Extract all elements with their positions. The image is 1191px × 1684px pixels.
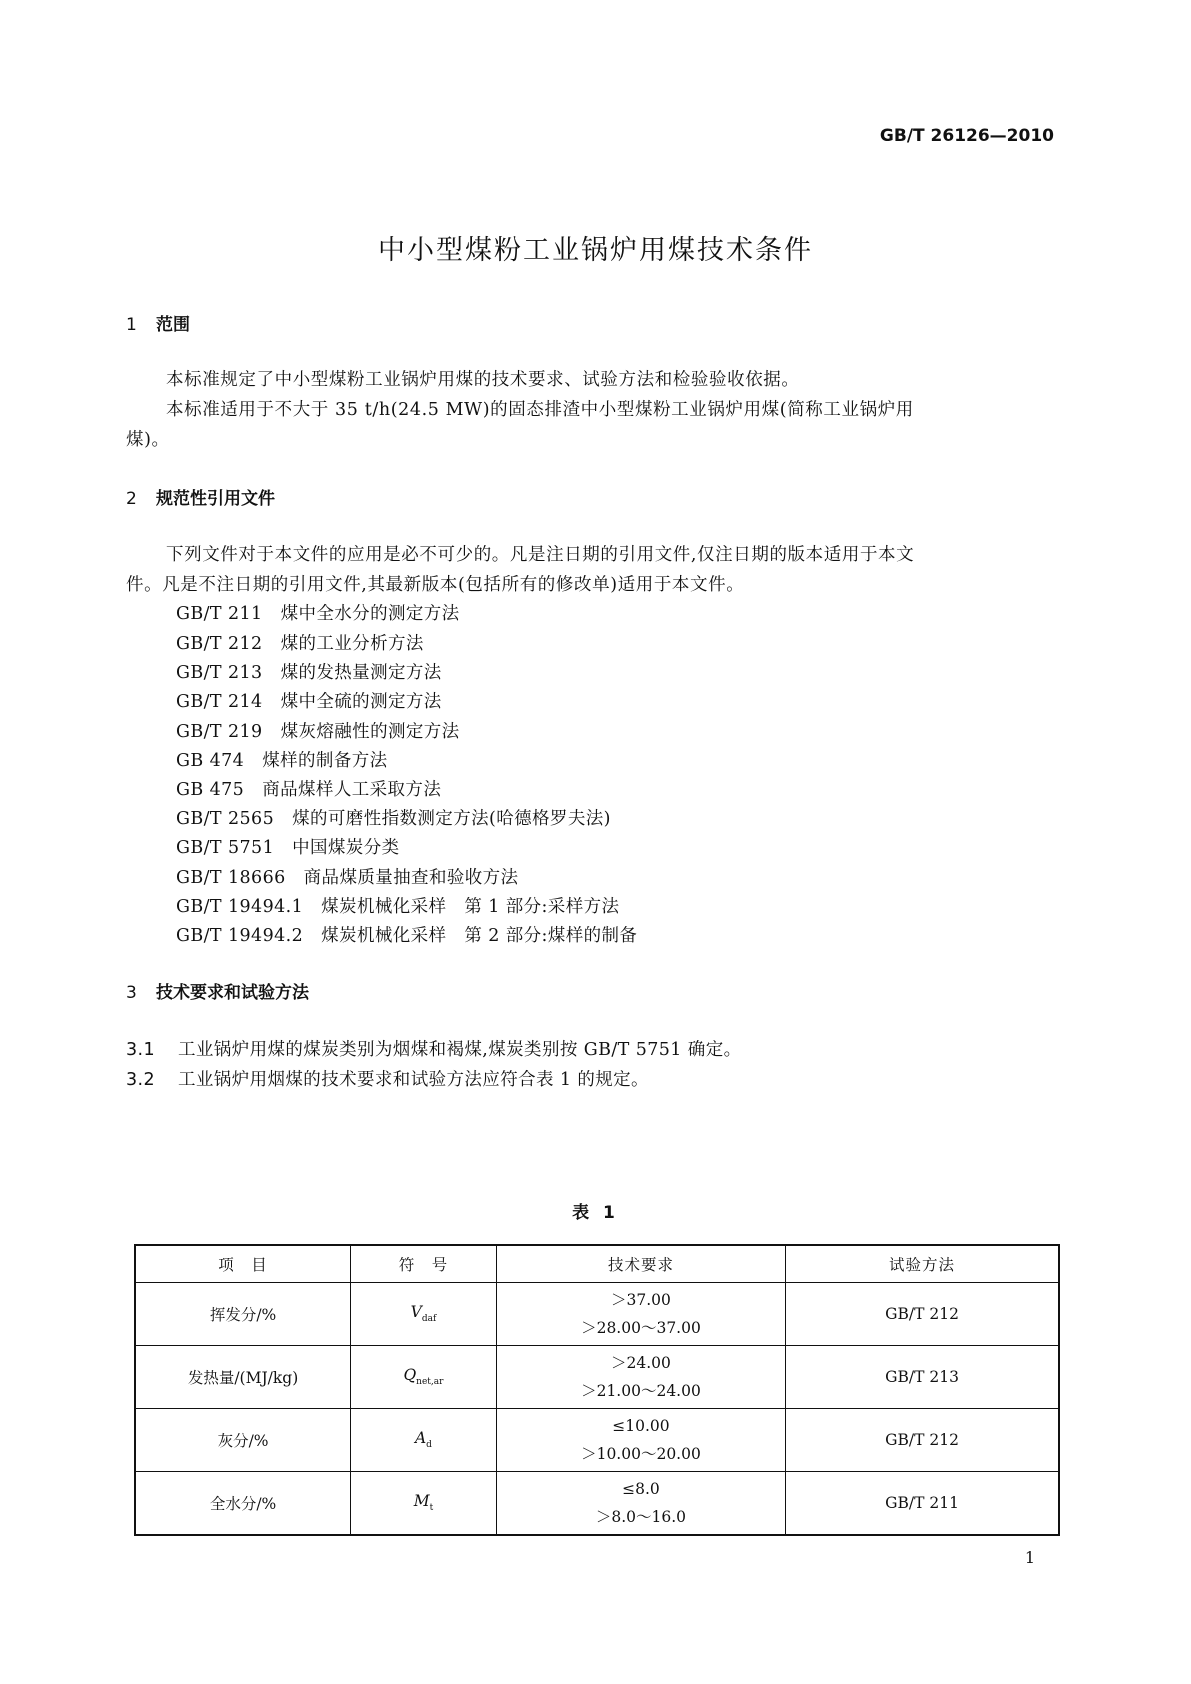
symbol: A [414,1429,427,1448]
method-cell: GB/T 212 [786,1283,1059,1346]
requirement-value: ≤8.0 [622,1480,660,1498]
reference-item [176,747,388,772]
clause-number: 3.2 [126,1070,156,1090]
requirement-value: ＞21.00～24.00 [581,1382,701,1400]
reference-title: 煤的工业分析方法 [280,634,424,654]
reference-code: GB 475 [176,780,245,800]
reference-title: 煤灰熔融性的测定方法 [280,722,460,742]
symbol-cell [351,1409,497,1472]
reference-code: GB/T 19494.2 [176,926,304,946]
section-title: 技术要求和试验方法 [156,983,309,1003]
item-cell: 发热量/(MJ/kg) [135,1346,351,1409]
requirement-value: ＞28.00～37.00 [581,1319,701,1337]
clause-3-1 [126,1036,742,1061]
reference-item [176,922,637,947]
section-title: 范围 [156,315,190,335]
document-title: 中小型煤粉工业锅炉用煤技术条件 [378,235,813,266]
table-row [135,1283,1059,1346]
reference-title: 煤中全硫的测定方法 [280,692,442,712]
reference-item [176,834,400,859]
reference-item [176,659,442,684]
symbol-cell [351,1346,497,1409]
reference-code: GB/T 214 [176,692,263,712]
symbol-subscript: d [426,1440,432,1451]
reference-title: 煤的发热量测定方法 [280,663,442,683]
item-cell: 挥发分/% [135,1283,351,1346]
section-number: 1 [126,315,137,335]
clause-text: 工业锅炉用烟煤的技术要求和试验方法应符合表 1 的规定。 [178,1070,649,1090]
column-header-method: 试验方法 [786,1245,1059,1283]
section-title: 规范性引用文件 [156,489,275,509]
symbol-subscript: t [429,1503,434,1514]
symbol: Q [403,1366,417,1385]
reference-code: GB 474 [176,751,245,771]
paragraph: 本标准适用于不大于 35 t/h(24.5 MW)的固态排渣中小型煤粉工业锅炉用煤(简称工业锅炉用 [166,400,914,420]
reference-title: 商品煤样人工采取方法 [262,780,442,800]
requirement-value: ＞37.00 [611,1291,671,1309]
section-1-heading [126,310,190,335]
column-header-item: 项 目 [135,1245,351,1283]
reference-title: 中国煤炭分类 [292,838,400,858]
page-number: 1 [1024,1548,1035,1567]
clause-text: 工业锅炉用煤的煤炭类别为烟煤和褐煤,煤炭类别按 GB/T 5751 确定。 [178,1040,742,1060]
symbol-subscript: net,ar [416,1377,444,1388]
section-2-heading [126,484,275,509]
symbol-cell [351,1283,497,1346]
table-header-row [135,1245,1059,1283]
reference-code: GB/T 219 [176,722,263,742]
requirements-table [134,1244,1060,1536]
requirement-value: ＞24.00 [611,1354,671,1372]
reference-item [176,864,518,889]
method-cell: GB/T 213 [786,1346,1059,1409]
section-number: 3 [126,983,137,1003]
symbol: M [413,1492,430,1511]
section-number: 2 [126,489,137,509]
reference-item [176,688,442,713]
reference-item [176,805,611,830]
requirement-cell [496,1409,785,1472]
reference-item [176,893,619,918]
symbol: V [410,1303,422,1322]
table-row [135,1409,1059,1472]
clause-3-2 [126,1066,649,1091]
requirement-cell [496,1346,785,1409]
method-cell: GB/T 211 [786,1472,1059,1536]
reference-item [176,630,424,655]
item-cell: 灰分/% [135,1409,351,1472]
clause-number: 3.1 [126,1040,156,1060]
reference-title: 煤样的制备方法 [262,751,388,771]
symbol-subscript: daf [421,1314,437,1325]
item-cell: 全水分/% [135,1472,351,1536]
column-header-requirement: 技术要求 [496,1245,785,1283]
reference-title: 商品煤质量抽查和验收方法 [303,868,519,888]
section-3-heading [126,978,309,1003]
symbol-cell [351,1472,497,1536]
reference-title: 煤中全水分的测定方法 [280,604,460,624]
paragraph-continuation: 煤)。 [126,430,170,450]
table-row [135,1346,1059,1409]
paragraph: 本标准规定了中小型煤粉工业锅炉用煤的技术要求、试验方法和检验验收依据。 [166,370,800,390]
reference-code: GB/T 213 [176,663,263,683]
reference-code: GB/T 19494.1 [176,897,304,917]
paragraph: 下列文件对于本文件的应用是必不可少的。凡是注日期的引用文件,仅注日期的版本适用于本文 [166,545,915,565]
requirement-value: ＞10.00～20.00 [581,1445,701,1463]
reference-item [176,718,460,743]
standard-code: GB/T 26126—2010 [879,126,1054,146]
reference-item [176,600,460,625]
requirement-value: ≤10.00 [612,1417,670,1435]
requirement-value: ＞8.0～16.0 [595,1508,687,1526]
reference-title: 煤炭机械化采样 第 1 部分:采样方法 [321,897,620,917]
table-row [135,1472,1059,1536]
method-cell: GB/T 212 [786,1409,1059,1472]
paragraph-continuation: 件。凡是不注日期的引用文件,其最新版本(包括所有的修改单)适用于本文件。 [126,575,745,595]
column-header-symbol: 符 号 [351,1245,497,1283]
reference-code: GB/T 5751 [176,838,275,858]
reference-code: GB/T 2565 [176,809,275,829]
requirement-cell [496,1472,785,1536]
requirement-cell [496,1283,785,1346]
reference-code: GB/T 212 [176,634,263,654]
reference-code: GB/T 211 [176,604,263,624]
reference-title: 煤炭机械化采样 第 2 部分:煤样的制备 [321,926,638,946]
reference-title: 煤的可磨性指数测定方法(哈德格罗夫法) [292,809,611,829]
reference-code: GB/T 18666 [176,868,286,888]
table-caption: 表 1 [572,1203,619,1223]
reference-item [176,776,441,801]
